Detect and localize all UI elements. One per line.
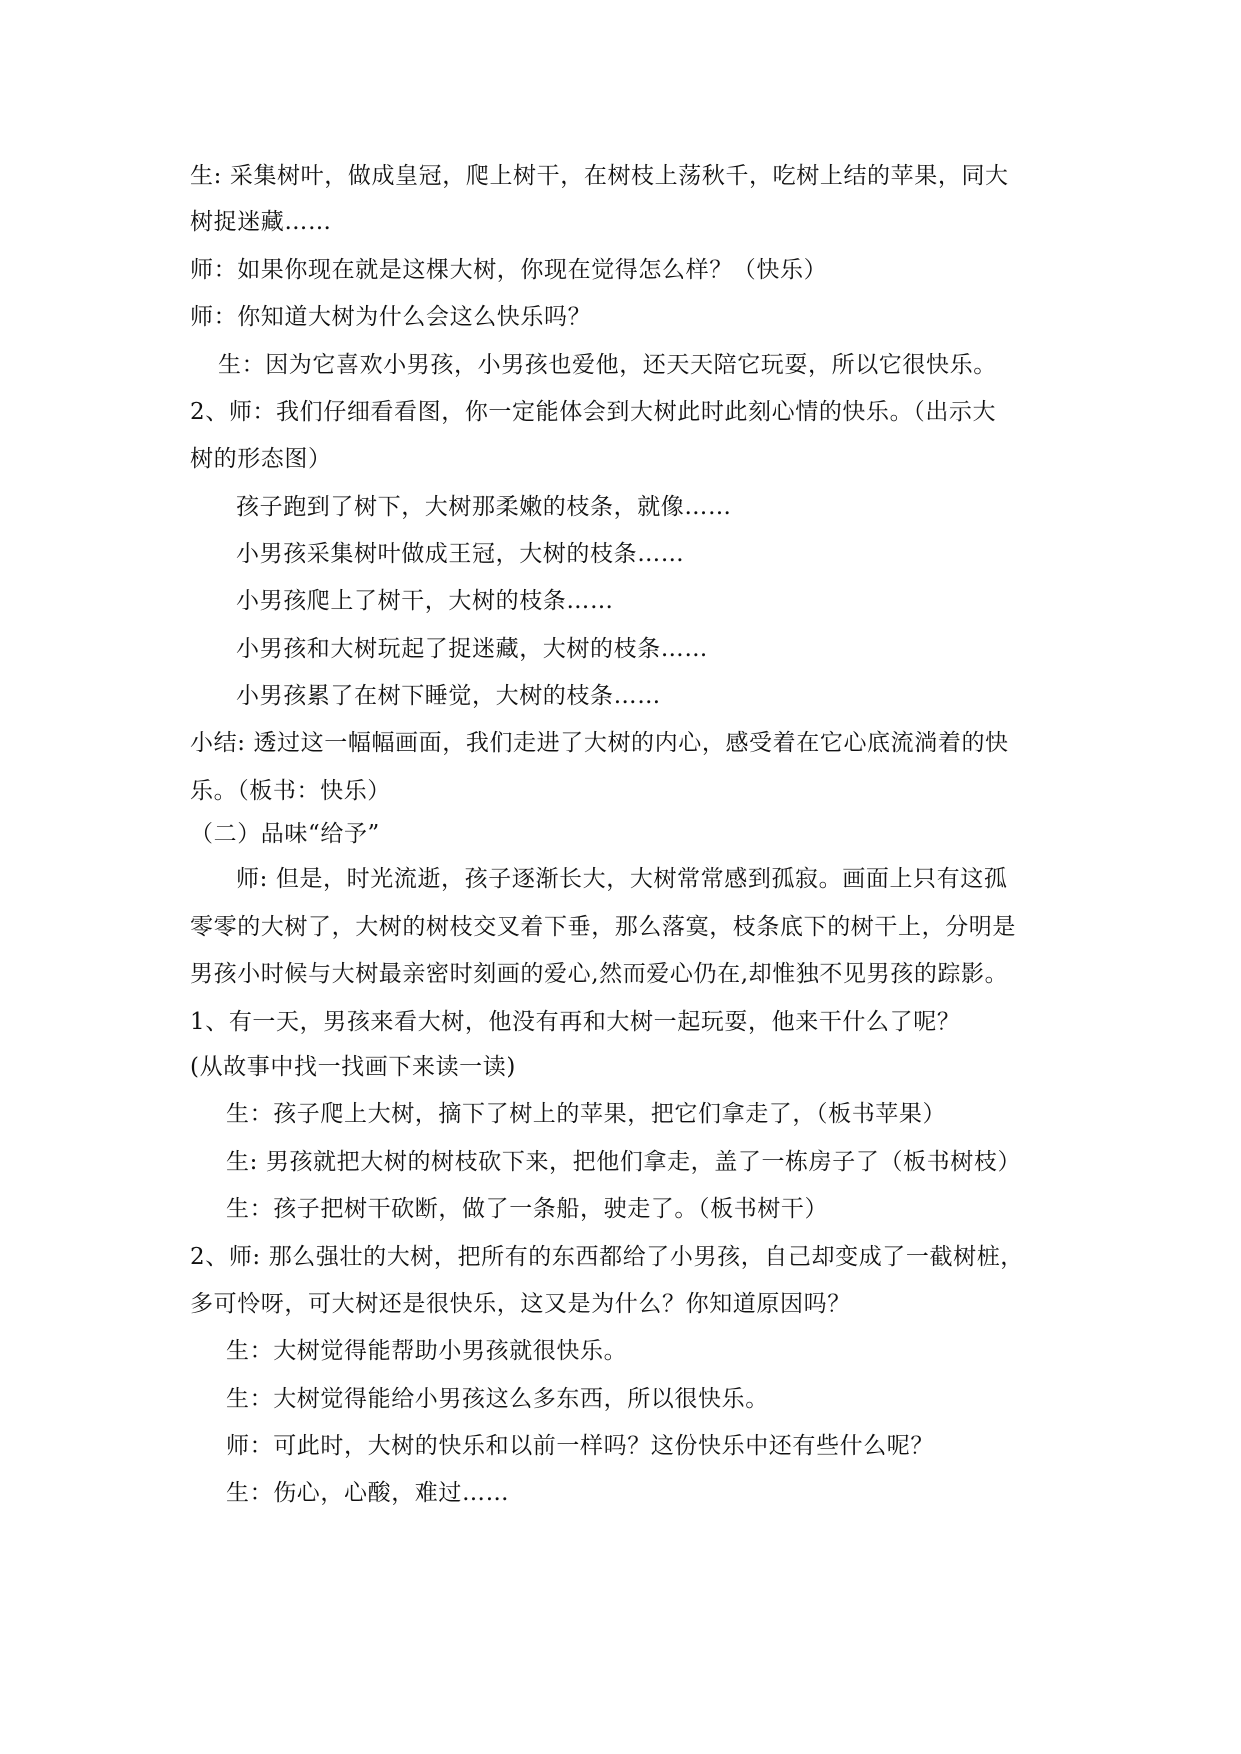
text-line-2: 树捉迷藏…… (190, 209, 332, 235)
text-line-27: 生：大树觉得能给小男孩这么多东西，所以很快乐。 (226, 1386, 769, 1412)
text-line-6: 2、师：我们仔细看看图，你一定能体会到大树此时此刻心情的快乐。（出示大 (190, 399, 997, 425)
section-heading: （二）品味“给予” (190, 821, 380, 847)
text-line-24: 2、师: 那么强壮的大树，把所有的东西都给了小男孩，自己却变成了一截树桩， (190, 1244, 1024, 1270)
text-line-19: 1、有一天，男孩来看大树，他没有再和大树一起玩耍，他来干什么了呢？ (190, 1009, 961, 1035)
text-line-7: 树的形态图） (190, 446, 332, 472)
text-line-25: 多可怜呀，可大树还是很快乐，这又是为什么？你知道原因吗？ (190, 1291, 851, 1317)
text-line-29: 生：伤心，心酸，难过…… (226, 1480, 510, 1506)
text-line-1: 生: 采集树叶，做成皇冠，爬上树干，在树枝上荡秋千，吃树上结的苹果，同大 (190, 163, 1009, 189)
text-line-9: 小男孩采集树叶做成王冠，大树的枝条…… (236, 541, 685, 567)
text-line-4: 师：你知道大树为什么会这么快乐吗？ (190, 304, 592, 330)
text-line-14: 乐。（板书：快乐） (190, 778, 391, 804)
text-line-16: 师: 但是，时光流逝，孩子逐渐长大，大树常常感到孤寂。画面上只有这孤 (236, 866, 1008, 892)
text-line-26: 生：大树觉得能帮助小男孩就很快乐。 (226, 1338, 628, 1364)
text-line-8: 孩子跑到了树下，大树那柔嫩的枝条，就像…… (236, 494, 732, 520)
text-line-17: 零零的大树了，大树的树枝交叉着下垂，那么落寞，枝条底下的树干上，分明是 (190, 914, 1016, 940)
text-line-5: 生：因为它喜欢小男孩，小男孩也爱他，还天天陪它玩耍，所以它很快乐。 (218, 352, 997, 378)
text-line-22: 生: 男孩就把大树的树枝砍下来，把他们拿走，盖了一栋房子了（板书树枝） (226, 1149, 1022, 1175)
text-line-11: 小男孩和大树玩起了捉迷藏，大树的枝条…… (236, 636, 708, 662)
text-line-20: (从故事中找一找画下来读一读) (190, 1054, 516, 1080)
text-line-3: 师：如果你现在就是这棵大树，你现在觉得怎么样？（快乐） (190, 257, 828, 283)
text-line-21: 生：孩子爬上大树，摘下了树上的苹果，把它们拿走了，（板书苹果） (226, 1101, 947, 1127)
text-line-28: 师：可此时，大树的快乐和以前一样吗？这份快乐中还有些什么呢？ (226, 1433, 934, 1459)
text-line-13: 小结: 透过这一幅幅画面，我们走进了大树的内心，感受着在它心底流淌着的快 (190, 730, 1009, 756)
text-line-23: 生：孩子把树干砍断，做了一条船，驶走了。（板书树干） (226, 1196, 829, 1222)
text-line-18: 男孩小时候与大树最亲密时刻画的爱心,然而爱心仍在,却惟独不见男孩的踪影。 (190, 961, 1009, 987)
text-line-12: 小男孩累了在树下睡觉，大树的枝条…… (236, 683, 661, 709)
text-line-10: 小男孩爬上了树干，大树的枝条…… (236, 588, 614, 614)
